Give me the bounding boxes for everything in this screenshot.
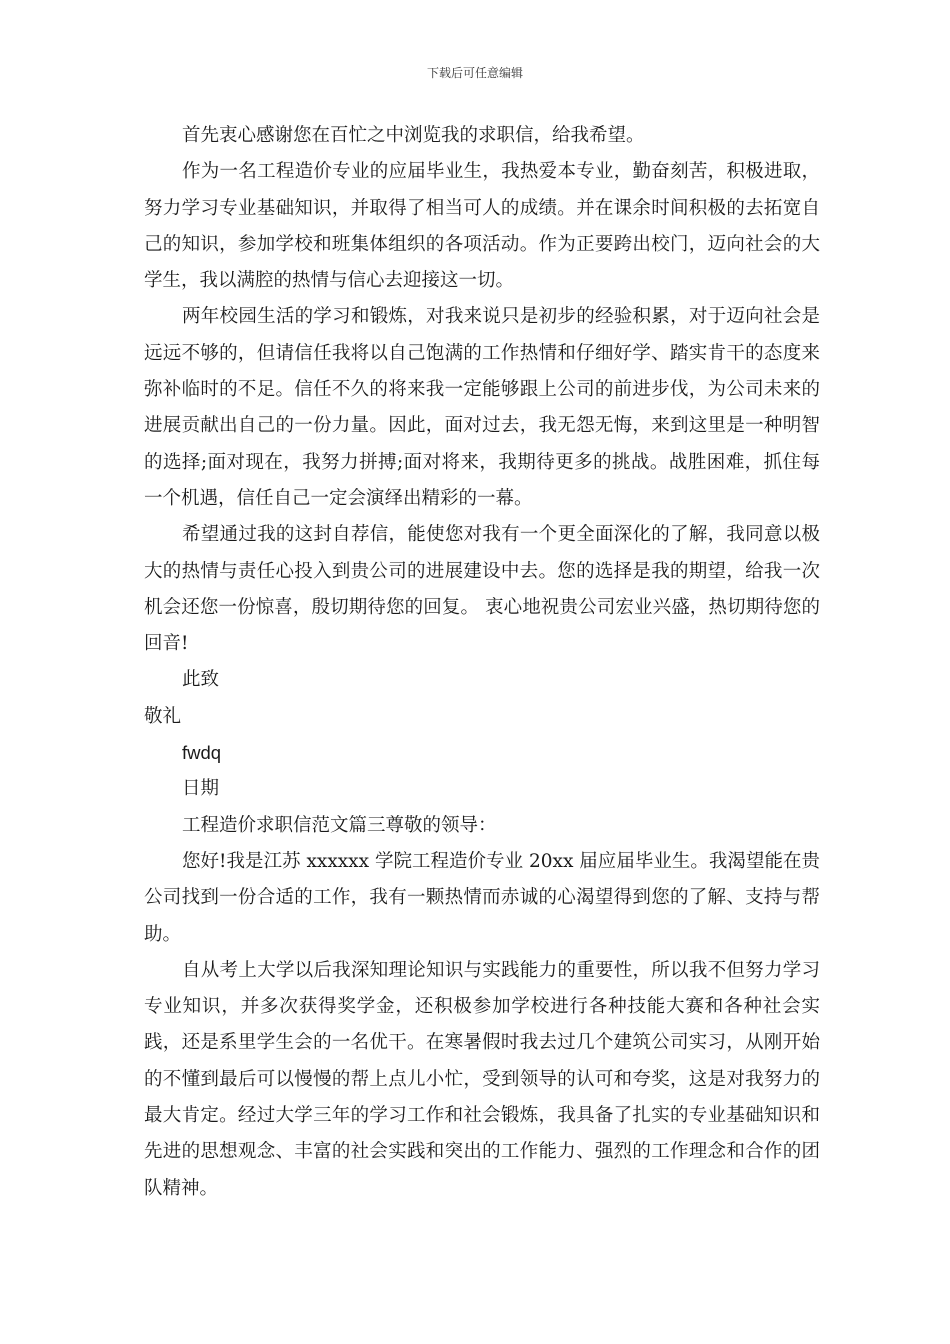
paragraph-campus-life: 两年校园生活的学习和锻炼，对我来说只是初步的经验积累，对于迈向社会是远远不够的，但请信任我将以自己饱满的工作热情和仔细好学、踏实肯干的态度来弥补临时的不足。信任不久的将来我一定能够跟上公司的前进步伐，为公司未来的进展贡献出自己的一份力量。因此，面对过去，我无怨无悔，来到这里是一种明智的选择;面对现在，我努力拼搏;面对将来，我期待更多的挑战。战胜困难，抓住每一个机遇，信任自己一定会演绎出精彩的一幕。 bbox=[144, 306, 820, 509]
closing-salutation: 此致 bbox=[182, 669, 220, 691]
paragraph-self-intro: 您好!我是江苏 xxxxxx 学院工程造价专业 20xx 届应届毕业生。我渴望能在贵公司找到一份合适的工作，我有一颗热情而赤诚的心渴望得到您的了解、支持与帮助。 bbox=[144, 850, 820, 945]
paragraph-experience: 自从考上大学以后我深知理论知识与实践能力的重要性，所以我不但努力学习专业知识，并多次获得奖学金，还积极参加学校进行各种技能大赛和各种社会实践，还是系里学生会的一名优干。在寒暑假时我去过几个建筑公司实习，从刚开始的不懂到最后可以慢慢的帮上点儿小忙，受到领导的认可和夸奖，这是对我努力的最大肯定。经过大学三年的学习工作和社会锻炼，我具备了扎实的专业基础知识和先进的思想观念、丰富的社会实践和突出的工作能力、强烈的工作理念和合作的团队精神。 bbox=[144, 959, 820, 1199]
section-title: 工程造价求职信范文篇三尊敬的领导： bbox=[182, 814, 497, 836]
signature: fwdq bbox=[182, 742, 222, 764]
date-line: 日期 bbox=[182, 778, 220, 800]
paragraph-introduction: 作为一名工程造价专业的应届毕业生，我热爱本专业，勤奋刻苦，积极进取，努力学习专业基础知识，并取得了相当可人的成绩。并在课余时间积极的去拓宽自己的知识，参加学校和班集体组织的各项活动。作为正要跨出校门，迈向社会的大学生，我以满腔的热情与信心去迎接这一切。 bbox=[144, 161, 820, 292]
page-header-note: 下载后可任意编辑 bbox=[426, 66, 523, 80]
paragraph-hope: 希望通过我的这封自荐信，能使您对我有一个更全面深化的了解，我同意以极大的热情与责任心投入到贵公司的进展建设中去。您的选择是我的期望，给我一次机会还您一份惊喜，殷切期待您的回复。 衷心地祝贵公司宏业兴盛，热切期待您的回音! bbox=[144, 524, 820, 655]
letter-body bbox=[144, 118, 820, 1207]
paragraph-greeting-thanks: 首先衷心感谢您在百忙之中浏览我的求职信，给我希望。 bbox=[182, 125, 645, 146]
closing-regards: 敬礼 bbox=[144, 705, 182, 727]
